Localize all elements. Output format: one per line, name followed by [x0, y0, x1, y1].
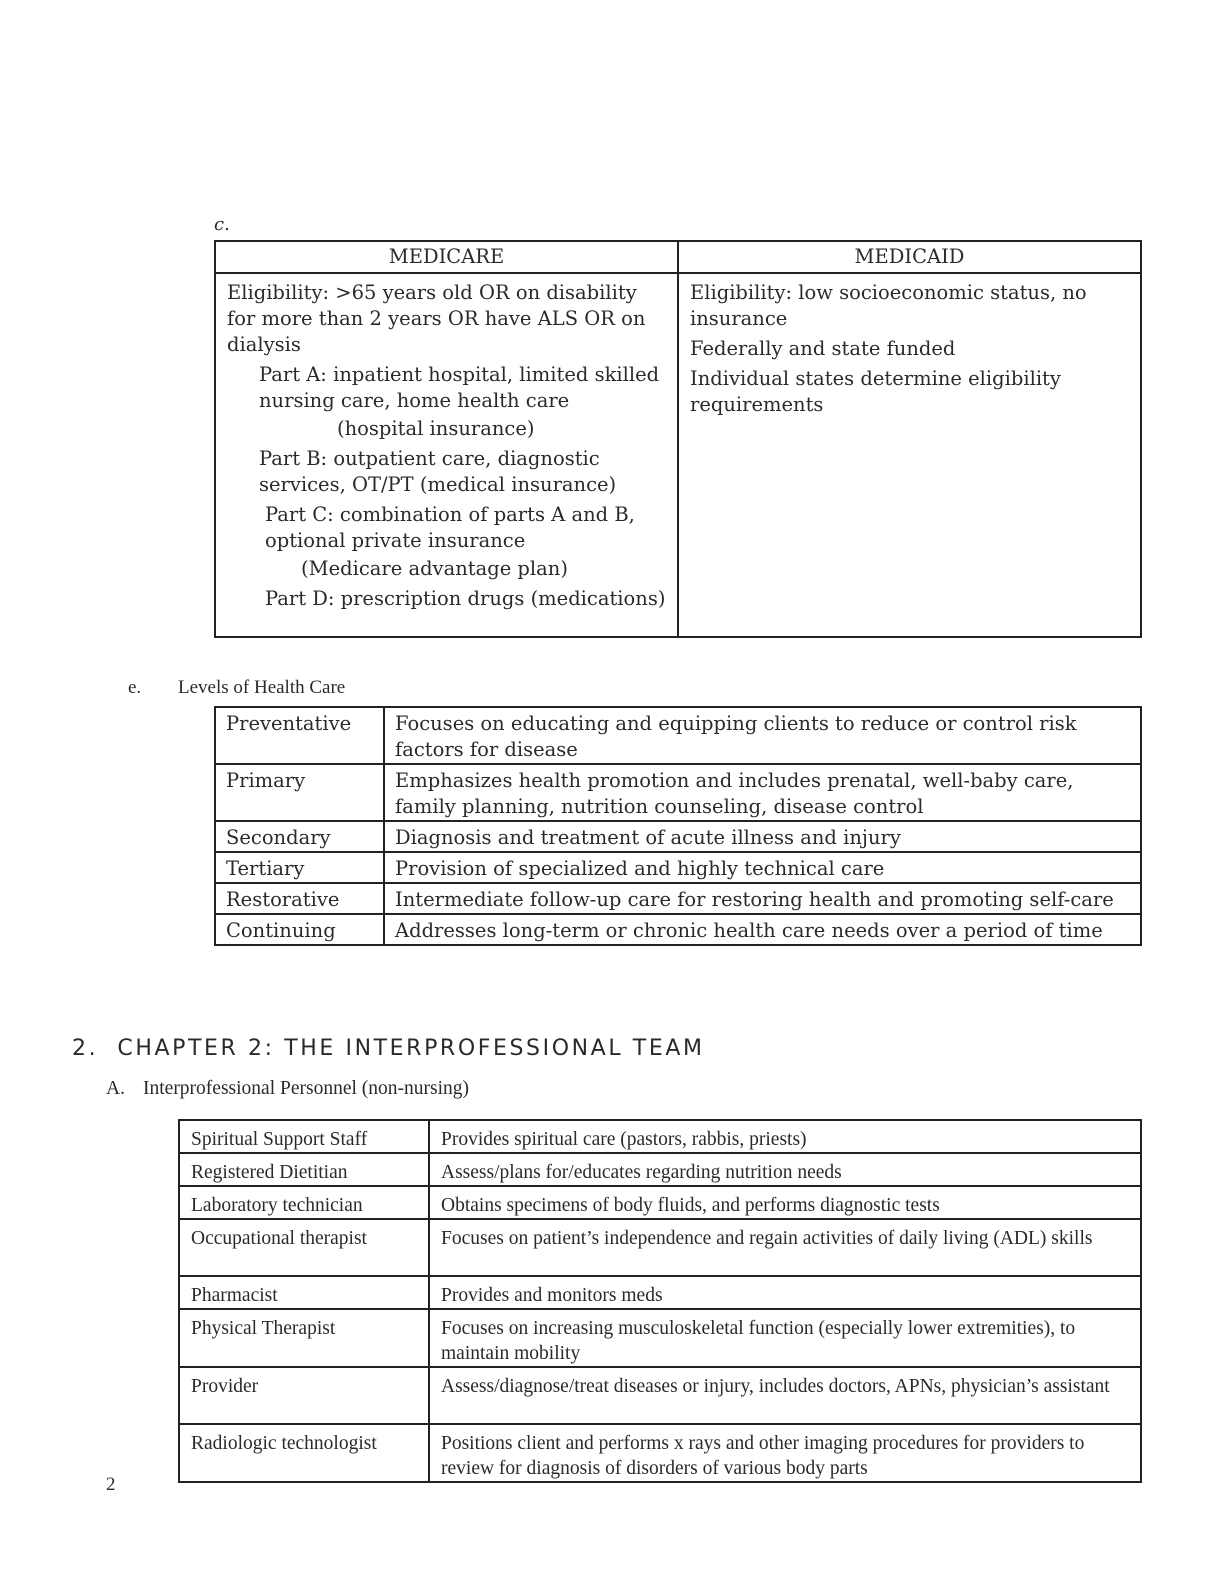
table-row: [179, 1424, 1141, 1482]
medicare-part-d: Part D: prescription drugs (medications): [265, 587, 666, 610]
role-description: Assess/diagnose/treat diseases or injury, includes doctors, APNs, physician’s assistant: [429, 1367, 1141, 1424]
medicare-part-c-note: (Medicare advantage plan): [301, 557, 568, 580]
role-description: Provides and monitors meds: [429, 1276, 1141, 1309]
table-row: [179, 1219, 1141, 1276]
medicare-eligibility: Eligibility: >65 years old OR on disability for more than 2 years OR have ALS OR on dialysis: [227, 281, 646, 356]
medicaid-header: MEDICAID: [678, 241, 1141, 273]
medicare-part-c: Part C: combination of parts A and B, optional private insurance: [265, 503, 635, 552]
table-row: [179, 1120, 1141, 1153]
level-description: Emphasizes health promotion and includes prenatal, well-baby care, family planning, nutrition counseling, disease control: [384, 764, 1141, 821]
medicare-part-b: Part B: outpatient care, diagnostic services, OT/PT (medical insurance): [259, 447, 617, 496]
list-marker-e: e.: [128, 677, 142, 698]
role-name: Pharmacist: [179, 1276, 429, 1309]
role-description: Focuses on increasing musculoskeletal function (especially lower extremities), to maintain mobility: [429, 1309, 1141, 1367]
table-row: [179, 1367, 1141, 1424]
level-name: Secondary: [215, 821, 384, 852]
table-row: [215, 883, 1141, 914]
role-description: Positions client and performs x rays and other imaging procedures for providers to review for diagnosis of disorders of various body parts: [429, 1424, 1141, 1482]
level-description: Addresses long-term or chronic health care needs over a period of time: [384, 914, 1141, 945]
level-name: Restorative: [215, 883, 384, 914]
level-name: Continuing: [215, 914, 384, 945]
personnel-table: [178, 1119, 1142, 1483]
table-row: [179, 1309, 1141, 1367]
role-description: Provides spiritual care (pastors, rabbis, priests): [429, 1120, 1141, 1153]
section-marker: A.: [106, 1078, 125, 1099]
table-row: [215, 821, 1141, 852]
role-name: Radiologic technologist: [179, 1424, 429, 1482]
role-description: Focuses on patient’s independence and regain activities of daily living (ADL) skills: [429, 1219, 1141, 1276]
level-description: Intermediate follow-up care for restoring health and promoting self-care: [384, 883, 1141, 914]
medicaid-cell: [678, 273, 1141, 637]
table-row: [179, 1153, 1141, 1186]
level-description: Focuses on educating and equipping clients to reduce or control risk factors for disease: [384, 707, 1141, 764]
medicaid-requirements: Individual states determine eligibility requirements: [690, 367, 1061, 416]
level-description: Diagnosis and treatment of acute illness and injury: [384, 821, 1141, 852]
table-row: [179, 1276, 1141, 1309]
level-description: Provision of specialized and highly technical care: [384, 852, 1141, 883]
role-name: Spiritual Support Staff: [179, 1120, 429, 1153]
level-name: Tertiary: [215, 852, 384, 883]
level-name: Preventative: [215, 707, 384, 764]
medicaid-eligibility: Eligibility: low socioeconomic status, no insurance: [690, 281, 1087, 330]
levels-title: Levels of Health Care: [178, 677, 346, 698]
section-title: Interprofessional Personnel (non-nursing): [143, 1078, 470, 1099]
page-number: 2: [106, 1474, 116, 1495]
medicare-part-a: Part A: inpatient hospital, limited skilled nursing care, home health care: [259, 363, 660, 412]
list-marker-c: c.: [214, 214, 230, 235]
medicare-cell: [215, 273, 678, 637]
medicaid-funding: Federally and state funded: [690, 337, 956, 360]
role-name: Occupational therapist: [179, 1219, 429, 1276]
level-name: Primary: [215, 764, 384, 821]
levels-table: [214, 706, 1142, 946]
medicare-part-a-note: (hospital insurance): [337, 417, 535, 440]
medicare-medicaid-table: [214, 240, 1142, 638]
table-row: [215, 852, 1141, 883]
table-row: [179, 1186, 1141, 1219]
role-name: Physical Therapist: [179, 1309, 429, 1367]
table-row: [215, 764, 1141, 821]
role-name: Provider: [179, 1367, 429, 1424]
chapter-heading: 2. CHAPTER 2: THE INTERPROFESSIONAL TEAM: [72, 1036, 705, 1061]
role-name: Laboratory technician: [179, 1186, 429, 1219]
table-row: [215, 707, 1141, 764]
role-name: Registered Dietitian: [179, 1153, 429, 1186]
role-description: Obtains specimens of body fluids, and performs diagnostic tests: [429, 1186, 1141, 1219]
medicare-header: MEDICARE: [215, 241, 678, 273]
role-description: Assess/plans for/educates regarding nutrition needs: [429, 1153, 1141, 1186]
table-row: [215, 914, 1141, 945]
